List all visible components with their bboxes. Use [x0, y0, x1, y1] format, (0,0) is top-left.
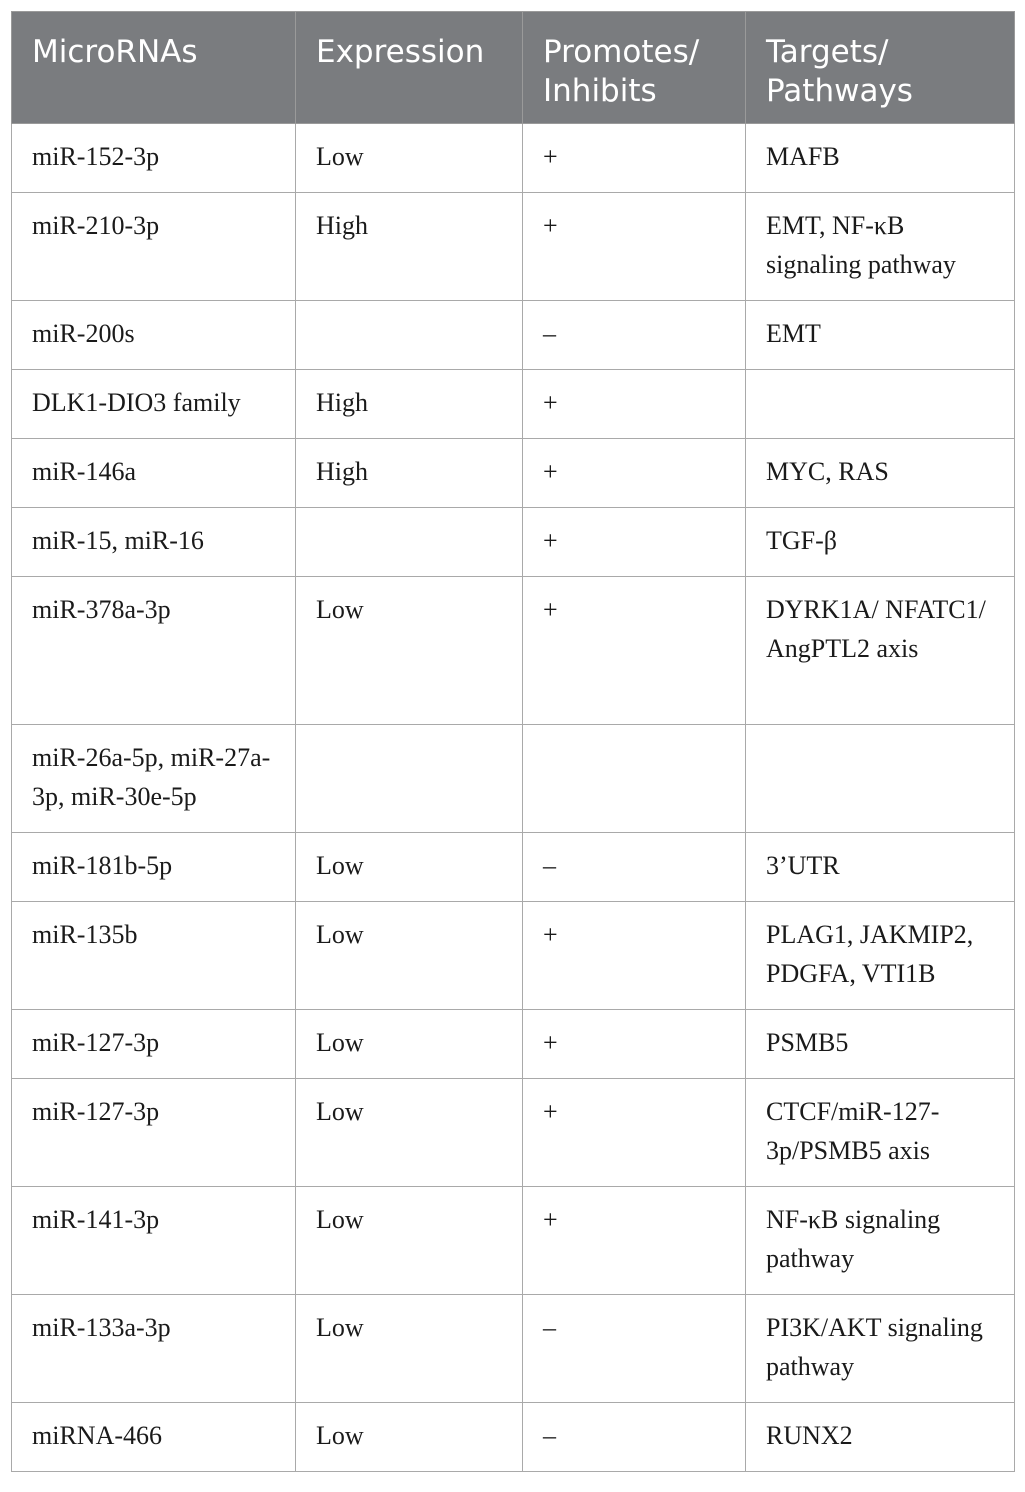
- cell-microrna: miR-133a-3p: [12, 1295, 296, 1403]
- cell-microrna: miR-152-3p: [12, 124, 296, 193]
- cell-targets: MAFB: [746, 124, 1015, 193]
- cell-expression: Low: [296, 1187, 523, 1295]
- microrna-table: [11, 11, 1015, 1472]
- table-row: [12, 508, 1015, 577]
- table-row: [12, 439, 1015, 508]
- cell-targets: TGF-β: [746, 508, 1015, 577]
- cell-microrna: miR-127-3p: [12, 1079, 296, 1187]
- header-expression: Expression: [296, 12, 523, 124]
- table-row: [12, 577, 1015, 725]
- table-row: [12, 1295, 1015, 1403]
- microrna-table-container: [11, 11, 1014, 1472]
- cell-targets: PSMB5: [746, 1010, 1015, 1079]
- table-row: [12, 1010, 1015, 1079]
- cell-microrna: miR-146a: [12, 439, 296, 508]
- cell-microrna: miR-135b: [12, 902, 296, 1010]
- cell-effect: +: [523, 1079, 746, 1187]
- cell-microrna: miR-200s: [12, 301, 296, 370]
- table-row: [12, 902, 1015, 1010]
- header-promotes-inhibits: Promotes/ Inhibits: [523, 12, 746, 124]
- cell-expression: Low: [296, 124, 523, 193]
- header-row: [12, 12, 1015, 124]
- cell-targets: CTCF/miR-127-3p/PSMB5 axis: [746, 1079, 1015, 1187]
- cell-effect: +: [523, 439, 746, 508]
- cell-targets: EMT: [746, 301, 1015, 370]
- cell-effect: +: [523, 124, 746, 193]
- cell-targets: MYC, RAS: [746, 439, 1015, 508]
- cell-targets: [746, 725, 1015, 833]
- cell-targets: RUNX2: [746, 1403, 1015, 1472]
- cell-expression: High: [296, 439, 523, 508]
- cell-effect: –: [523, 301, 746, 370]
- cell-microrna: miR-141-3p: [12, 1187, 296, 1295]
- cell-microrna: miR-127-3p: [12, 1010, 296, 1079]
- table-row: [12, 124, 1015, 193]
- cell-expression: Low: [296, 1403, 523, 1472]
- cell-expression: Low: [296, 577, 523, 725]
- cell-microrna: miR-26a-5p, miR-27a-3p, miR-30e-5p: [12, 725, 296, 833]
- table-row: [12, 193, 1015, 301]
- table-header: [12, 12, 1015, 124]
- cell-expression: [296, 508, 523, 577]
- cell-targets: PI3K/AKT signaling pathway: [746, 1295, 1015, 1403]
- cell-microrna: DLK1-DIO3 family: [12, 370, 296, 439]
- cell-expression: Low: [296, 1010, 523, 1079]
- table-row: [12, 833, 1015, 902]
- cell-microrna: miR-15, miR-16: [12, 508, 296, 577]
- cell-expression: Low: [296, 1295, 523, 1403]
- cell-microrna: miRNA-466: [12, 1403, 296, 1472]
- cell-microrna: miR-210-3p: [12, 193, 296, 301]
- cell-effect: +: [523, 577, 746, 725]
- cell-expression: Low: [296, 902, 523, 1010]
- cell-expression: Low: [296, 833, 523, 902]
- cell-expression: High: [296, 193, 523, 301]
- cell-effect: [523, 725, 746, 833]
- header-targets-pathways: Targets/ Pathways: [746, 12, 1015, 124]
- cell-targets: [746, 370, 1015, 439]
- table-row: [12, 370, 1015, 439]
- cell-microrna: miR-181b-5p: [12, 833, 296, 902]
- table-row: [12, 1187, 1015, 1295]
- table-row: [12, 1403, 1015, 1472]
- table-row: [12, 1079, 1015, 1187]
- cell-effect: +: [523, 193, 746, 301]
- cell-effect: –: [523, 1295, 746, 1403]
- table-row: [12, 725, 1015, 833]
- cell-effect: +: [523, 508, 746, 577]
- table-body: [12, 124, 1015, 1472]
- cell-effect: –: [523, 833, 746, 902]
- cell-effect: +: [523, 1187, 746, 1295]
- cell-effect: +: [523, 370, 746, 439]
- cell-targets: DYRK1A/ NFATC1/ AngPTL2 axis: [746, 577, 1015, 725]
- header-microrna: MicroRNAs: [12, 12, 296, 124]
- cell-effect: +: [523, 1010, 746, 1079]
- cell-targets: NF-κB signaling pathway: [746, 1187, 1015, 1295]
- cell-effect: –: [523, 1403, 746, 1472]
- table-row: [12, 301, 1015, 370]
- cell-microrna: miR-378a-3p: [12, 577, 296, 725]
- cell-effect: +: [523, 902, 746, 1010]
- cell-expression: [296, 725, 523, 833]
- cell-targets: PLAG1, JAKMIP2, PDGFA, VTI1B: [746, 902, 1015, 1010]
- cell-targets: EMT, NF-κB signaling pathway: [746, 193, 1015, 301]
- cell-expression: High: [296, 370, 523, 439]
- cell-expression: [296, 301, 523, 370]
- cell-expression: Low: [296, 1079, 523, 1187]
- cell-targets: 3’UTR: [746, 833, 1015, 902]
